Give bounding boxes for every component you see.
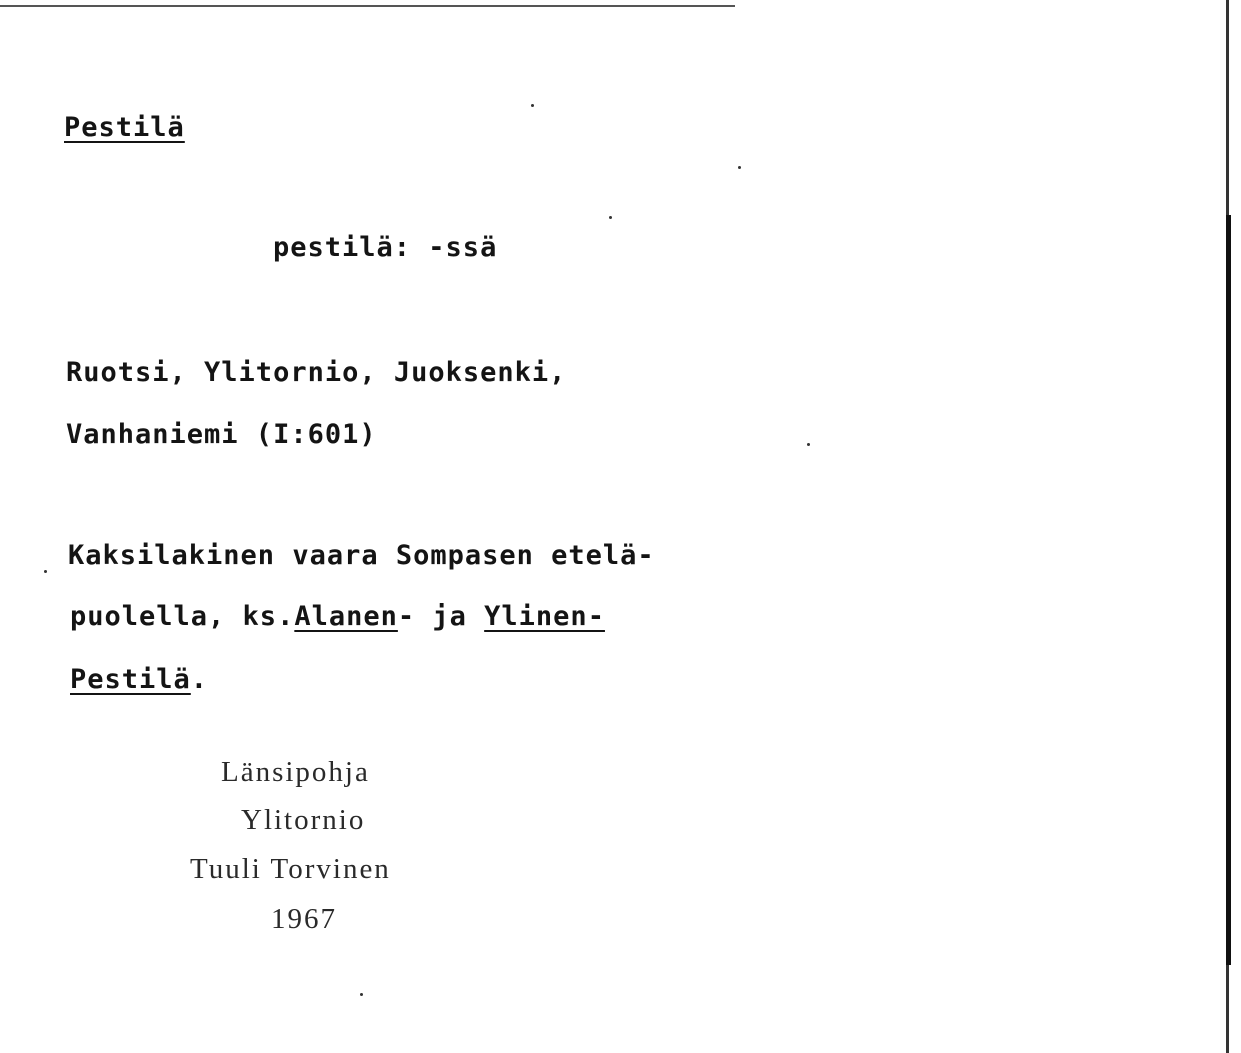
description-line-1: Kaksilakinen vaara Sompasen etelä- <box>68 540 655 571</box>
scan-speck <box>609 216 612 219</box>
stamp-region: Länsipohja <box>221 756 370 788</box>
stamp-parish: Ylitornio <box>241 804 366 836</box>
cross-reference-ylinen: Ylinen- <box>484 601 605 632</box>
scan-speck <box>531 104 534 107</box>
scan-speck <box>738 166 741 169</box>
scan-speck <box>360 993 363 996</box>
description-line-2-prefix: puolella, ks. <box>70 601 295 632</box>
location-line-2: Vanhaniemi (I:601) <box>66 419 377 450</box>
cross-reference-alanen: Alanen <box>294 601 398 632</box>
description-line-2-mid: - ja <box>397 601 485 632</box>
cross-reference-ylinen-cont: Pestilä <box>70 664 191 695</box>
headword: pestilä: -ssä <box>273 232 498 263</box>
scan-speck <box>807 443 810 446</box>
stamp-collector: Tuuli Torvinen <box>190 853 391 885</box>
description-line-2 <box>70 601 605 633</box>
description-line-3 <box>70 664 208 696</box>
location-line-1: Ruotsi, Ylitornio, Juoksenki, <box>66 357 567 388</box>
description-line-3-suffix: . <box>190 664 209 695</box>
scan-speck <box>44 570 47 573</box>
scan-right-edge-shadow <box>1226 215 1231 965</box>
scan-top-edge <box>0 5 735 7</box>
stamp-year: 1967 <box>271 903 337 935</box>
card-title: Pestilä <box>64 112 185 143</box>
